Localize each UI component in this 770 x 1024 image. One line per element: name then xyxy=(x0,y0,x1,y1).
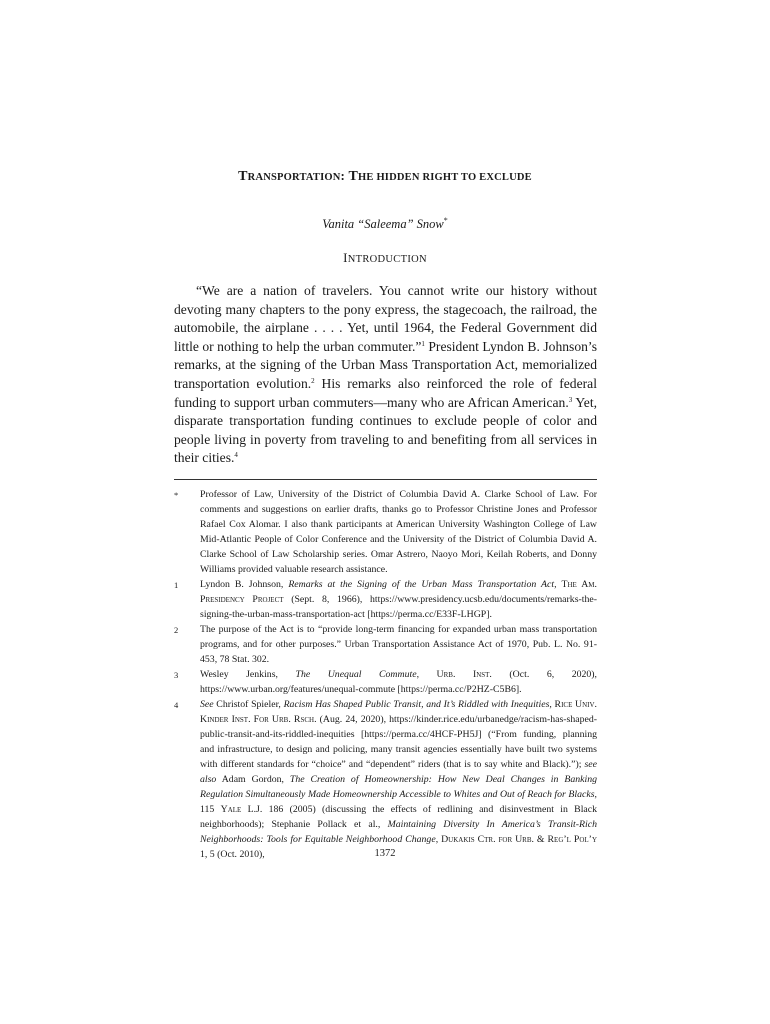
article-title: TRANSPORTATION: THE HIDDEN RIGHT TO EXCLUDE xyxy=(238,168,532,184)
footnote-3: 3 Wesley Jenkins, The Unequal Commute, Urb. Inst. (Oct. 6, 2020), https://www.urban.org/features/unequal-commute [https://perma.cc/P2HZ-C5B6]. xyxy=(174,669,597,695)
footnote-2: 2 The purpose of the Act is to “provide long-term financing for expanded urban mass transportation programs, and for other purposes.” Urban Transportation Assistance Act of 1970, Pub. L. No. 91-453, 78 Stat. 302. xyxy=(174,624,597,665)
footnote-ref-4: 4 xyxy=(234,451,238,460)
footnote-author: * Professor of Law, University of the District of Columbia David A. Clarke School of Law. For comments and suggestions on earlier drafts, thanks go to Professor Christine Jones and Professor Rafael Cox Alomar. I also thank participants at American University Washington College of Law Mid-Atlantic People of Color Conference and the University of the District of Columbia David A. Clarke School of Law Scholarship series. Omar Astrero, Naoyo Mori, Keilah Roberts, and Donny Williams provided valuable research assistance. xyxy=(174,489,597,575)
footnote-ref-2: 2 xyxy=(311,376,315,385)
body-paragraph: “We are a nation of travelers. You cannot write our history without devoting many chapters to the pony express, the stagecoach, the railroad, the automobile, the airplane . . . . Yet, until 1964, the Federal Government did little or nothing to help the urban commuter.”$^1$ President Lyndon B. Johnson’s remarks, at the signing of the Urban Mass Transportation Act, memorialized transportation evolution.$^2$ His remarks also reinforced the role of federal funding to support urban commuters—many who are African American.$^3$ Yet, disparate transportation funding continues to exclude people of color and people living in poverty from traveling to and benefiting from all services in their cities.$^4$ xyxy=(174,283,598,466)
article-author: Vanita “Saleema” Snow* xyxy=(322,216,448,232)
author-footnote-mark: * xyxy=(443,216,448,225)
section-heading: INTRODUCTION xyxy=(343,250,427,265)
footnote-1: 1 Lyndon B. Johnson, Remarks at the Signing of the Urban Mass Transportation Act, The Am. Presidency Project (Sept. 8, 1966), https://www.presidency.ucsb.edu/documents/remarks-the-signing-the-urban-mass-transportation-act [https://perma.cc/E33F-LHGP]. xyxy=(174,579,598,620)
page-number: 1372 xyxy=(374,848,396,859)
footnote-ref-1: 1 xyxy=(421,339,425,348)
footnote-4: 4 See Christof Spieler, Racism Has Shaped Public Transit, and It’s Riddled with Inequities, Rice Univ. Kinder Inst. For Urb. Rsch. (Aug. 24, 2020), https://kinder.rice.edu/urbanedge/racism-has-shaped-public-transit-and-its-riddled-inequities [https://perma.cc/4HCF-PH5J] (“From funding, planning and infrastructure, to design and policing, many transit agencies essentially have built two systems with different standards for “choice” and “dependent” riders (that is to say white and Black).”); see also Adam Gordon, The Creation of Homeownership: How New Deal Changes in Banking Regulation Simultaneously Made Homeownership Accessible to Whites and Out of Reach for Blacks, 115 Yale L.J. 186 (2005) (discussing the effects of redlining and disinvestment in Black neighborhoods); Stephanie Pollack et al., Maintaining Diversity In America’s Transit-Rich Neighborhoods: Tools for Equitable Neighborhood Change, Dukakis Ctr. for Urb. & Reg’l Pol’y 1, 5 (Oct. 2010), xyxy=(174,699,598,860)
footnote-divider xyxy=(174,479,597,480)
footnotes xyxy=(174,487,597,862)
footnote-ref-3: 3 xyxy=(568,395,573,404)
